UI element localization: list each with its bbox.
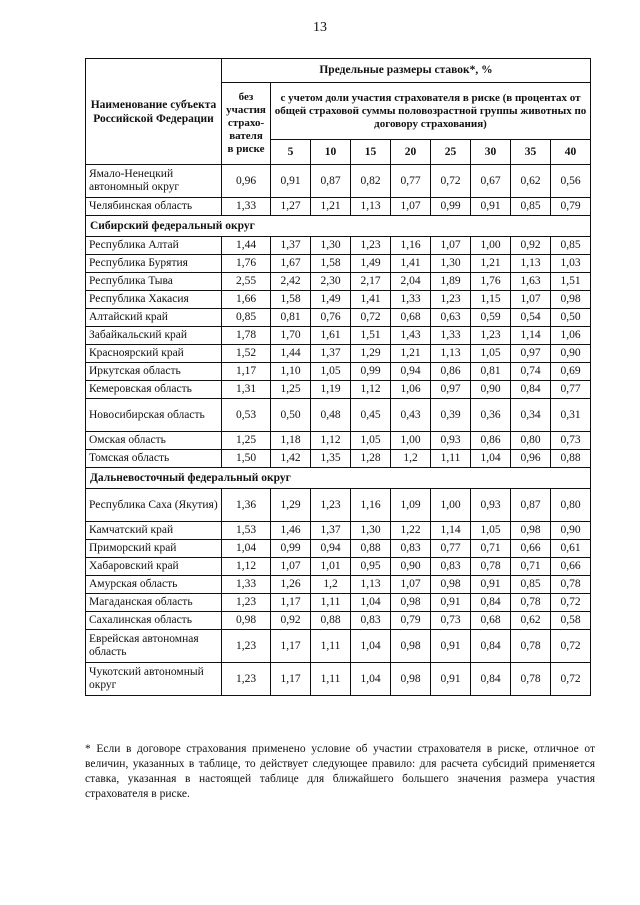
rate-with-participation: 0,91 — [471, 576, 511, 594]
region-name: Республика Хакасия — [86, 291, 222, 309]
rate-with-participation: 0,79 — [551, 198, 591, 216]
rate-with-participation: 0,67 — [471, 165, 511, 198]
rate-with-participation: 0,90 — [391, 558, 431, 576]
rate-with-participation: 1,04 — [351, 663, 391, 696]
rate-with-participation: 1,06 — [391, 381, 431, 399]
percent-header: 5 — [271, 140, 311, 165]
table-row — [86, 363, 591, 381]
percent-header: 35 — [511, 140, 551, 165]
table-row — [86, 489, 591, 522]
rate-with-participation: 1,46 — [271, 522, 311, 540]
rate-with-participation: 1,27 — [271, 198, 311, 216]
rate-with-participation: 1,29 — [271, 489, 311, 522]
region-name: Чукотский автономный округ — [86, 663, 222, 696]
rate-with-participation: 0,86 — [471, 432, 511, 450]
rate-with-participation: 1,22 — [391, 522, 431, 540]
rate-with-participation: 1,49 — [311, 291, 351, 309]
rate-no-participation: 1,36 — [222, 489, 271, 522]
rate-with-participation: 1,23 — [471, 327, 511, 345]
table-row — [86, 630, 591, 663]
rate-with-participation: 1,21 — [311, 198, 351, 216]
table-row — [86, 594, 591, 612]
rate-with-participation: 1,17 — [271, 594, 311, 612]
region-name: Республика Бурятия — [86, 255, 222, 273]
rate-with-participation: 0,69 — [551, 363, 591, 381]
rate-with-participation: 0,63 — [431, 309, 471, 327]
rate-with-participation: 1,19 — [311, 381, 351, 399]
rate-with-participation: 1,13 — [351, 576, 391, 594]
region-name: Амурская область — [86, 576, 222, 594]
rate-with-participation: 1,70 — [271, 327, 311, 345]
rate-with-participation: 0,71 — [471, 540, 511, 558]
rate-with-participation: 0,98 — [551, 291, 591, 309]
rate-with-participation: 1,00 — [431, 489, 471, 522]
rate-with-participation: 0,83 — [391, 540, 431, 558]
rate-with-participation: 1,14 — [511, 327, 551, 345]
rate-with-participation: 0,45 — [351, 399, 391, 432]
rate-with-participation: 1,11 — [311, 594, 351, 612]
rate-with-participation: 1,17 — [271, 663, 311, 696]
rate-with-participation: 0,72 — [351, 309, 391, 327]
region-name: Иркутская область — [86, 363, 222, 381]
table-row — [86, 237, 591, 255]
rate-with-participation: 1,09 — [391, 489, 431, 522]
rate-with-participation: 1,30 — [311, 237, 351, 255]
rate-with-participation: 0,73 — [431, 612, 471, 630]
rate-with-participation: 1,10 — [271, 363, 311, 381]
rate-with-participation: 0,84 — [471, 630, 511, 663]
rate-with-participation: 0,76 — [311, 309, 351, 327]
rate-with-participation: 0,68 — [391, 309, 431, 327]
header-with-participation: с учетом доли участия страхователя в риске (в процентах от общей страховой суммы половозрастной группы животных по договору страхования) — [271, 83, 591, 140]
region-name: Кемеровская область — [86, 381, 222, 399]
rate-with-participation: 0,74 — [511, 363, 551, 381]
rate-with-participation: 0,94 — [391, 363, 431, 381]
rate-with-participation: 0,94 — [311, 540, 351, 558]
rate-with-participation: 1,33 — [391, 291, 431, 309]
rate-no-participation: 1,04 — [222, 540, 271, 558]
rate-with-participation: 0,66 — [551, 558, 591, 576]
rate-with-participation: 0,54 — [511, 309, 551, 327]
region-name: Сахалинская область — [86, 612, 222, 630]
rate-with-participation: 0,77 — [391, 165, 431, 198]
table-row — [86, 291, 591, 309]
table-row — [86, 381, 591, 399]
rate-no-participation: 1,33 — [222, 198, 271, 216]
rate-with-participation: 0,87 — [511, 489, 551, 522]
rate-no-participation: 1,23 — [222, 663, 271, 696]
rate-with-participation: 1,21 — [471, 255, 511, 273]
rate-with-participation: 0,84 — [471, 594, 511, 612]
rate-with-participation: 0,79 — [391, 612, 431, 630]
rate-with-participation: 1,58 — [311, 255, 351, 273]
section-row — [86, 468, 591, 489]
rate-with-participation: 0,56 — [551, 165, 591, 198]
table-row — [86, 432, 591, 450]
region-name: Томская область — [86, 450, 222, 468]
section-title: Сибирский федеральный округ — [86, 216, 591, 237]
rate-with-participation: 0,50 — [551, 309, 591, 327]
rate-with-participation: 1,51 — [351, 327, 391, 345]
rate-no-participation: 1,25 — [222, 432, 271, 450]
region-name: Омская область — [86, 432, 222, 450]
rate-with-participation: 0,43 — [391, 399, 431, 432]
rate-with-participation: 1,04 — [471, 450, 511, 468]
rate-with-participation: 1,15 — [471, 291, 511, 309]
region-name: Республика Алтай — [86, 237, 222, 255]
percent-header: 30 — [471, 140, 511, 165]
region-name: Новосибирская область — [86, 399, 222, 432]
percent-header: 15 — [351, 140, 391, 165]
rate-with-participation: 1,21 — [391, 345, 431, 363]
rate-with-participation: 1,07 — [391, 198, 431, 216]
rate-with-participation: 0,61 — [551, 540, 591, 558]
rate-with-participation: 0,80 — [511, 432, 551, 450]
rate-with-participation: 1,58 — [271, 291, 311, 309]
rate-with-participation: 0,91 — [471, 198, 511, 216]
rate-with-participation: 1,63 — [511, 273, 551, 291]
rate-with-participation: 1,01 — [311, 558, 351, 576]
rate-with-participation: 0,97 — [511, 345, 551, 363]
rate-with-participation: 1,13 — [431, 345, 471, 363]
rate-no-participation: 0,53 — [222, 399, 271, 432]
rate-with-participation: 1,2 — [311, 576, 351, 594]
page-number: 13 — [313, 20, 327, 35]
rate-with-participation: 0,85 — [551, 237, 591, 255]
region-name: Ямало-Ненецкий автономный округ — [86, 165, 222, 198]
rate-with-participation: 0,93 — [431, 432, 471, 450]
rate-with-participation: 0,48 — [311, 399, 351, 432]
rate-with-participation: 0,99 — [431, 198, 471, 216]
rate-with-participation: 1,30 — [431, 255, 471, 273]
rate-with-participation: 1,44 — [271, 345, 311, 363]
rate-with-participation: 0,78 — [511, 663, 551, 696]
rate-with-participation: 0,71 — [511, 558, 551, 576]
rate-with-participation: 1,37 — [311, 345, 351, 363]
header-rate-limits: Предельные размеры ставок*, % — [222, 59, 591, 83]
rate-with-participation: 0,73 — [551, 432, 591, 450]
region-name: Республика Тыва — [86, 273, 222, 291]
rate-with-participation: 0,90 — [551, 522, 591, 540]
rate-with-participation: 1,37 — [311, 522, 351, 540]
rate-with-participation: 0,81 — [471, 363, 511, 381]
percent-header: 20 — [391, 140, 431, 165]
rate-with-participation: 1,67 — [271, 255, 311, 273]
rate-with-participation: 0,78 — [511, 630, 551, 663]
rate-with-participation: 0,98 — [391, 594, 431, 612]
rate-with-participation: 2,30 — [311, 273, 351, 291]
rate-no-participation: 1,33 — [222, 576, 271, 594]
rate-no-participation: 1,31 — [222, 381, 271, 399]
rate-with-participation: 0,78 — [471, 558, 511, 576]
table-row — [86, 327, 591, 345]
region-name: Магаданская область — [86, 594, 222, 612]
rate-with-participation: 1,35 — [311, 450, 351, 468]
rate-no-participation: 1,78 — [222, 327, 271, 345]
header-region-name: Наименование субъекта Российской Федерации — [86, 59, 222, 165]
rate-with-participation: 0,98 — [431, 576, 471, 594]
rate-with-participation: 0,86 — [431, 363, 471, 381]
rate-with-participation: 1,12 — [351, 381, 391, 399]
rate-with-participation: 1,2 — [391, 450, 431, 468]
rate-with-participation: 1,42 — [271, 450, 311, 468]
table-row — [86, 255, 591, 273]
percent-header: 10 — [311, 140, 351, 165]
rate-no-participation: 0,96 — [222, 165, 271, 198]
rate-with-participation: 0,72 — [431, 165, 471, 198]
rate-with-participation: 1,12 — [311, 432, 351, 450]
rate-with-participation: 0,36 — [471, 399, 511, 432]
rate-no-participation: 1,17 — [222, 363, 271, 381]
rate-with-participation: 2,04 — [391, 273, 431, 291]
rate-with-participation: 0,83 — [431, 558, 471, 576]
rate-with-participation: 0,84 — [511, 381, 551, 399]
rate-with-participation: 0,62 — [511, 612, 551, 630]
rate-with-participation: 1,16 — [351, 489, 391, 522]
rate-with-participation: 0,85 — [511, 198, 551, 216]
rate-with-participation: 0,82 — [351, 165, 391, 198]
rate-with-participation: 0,98 — [391, 663, 431, 696]
rate-with-participation: 1,26 — [271, 576, 311, 594]
rate-with-participation: 0,87 — [311, 165, 351, 198]
rate-with-participation: 0,88 — [351, 540, 391, 558]
rate-with-participation: 0,80 — [551, 489, 591, 522]
rate-with-participation: 1,89 — [431, 273, 471, 291]
rate-with-participation: 0,58 — [551, 612, 591, 630]
rate-with-participation: 1,11 — [431, 450, 471, 468]
rate-with-participation: 0,83 — [351, 612, 391, 630]
rate-with-participation: 1,25 — [271, 381, 311, 399]
rate-with-participation: 1,05 — [471, 522, 511, 540]
rate-with-participation: 0,39 — [431, 399, 471, 432]
rate-with-participation: 0,88 — [311, 612, 351, 630]
rate-with-participation: 1,04 — [351, 594, 391, 612]
rate-with-participation: 2,17 — [351, 273, 391, 291]
region-name: Камчатский край — [86, 522, 222, 540]
rate-with-participation: 1,13 — [351, 198, 391, 216]
rate-with-participation: 0,99 — [271, 540, 311, 558]
rate-with-participation: 0,93 — [471, 489, 511, 522]
table-row — [86, 198, 591, 216]
percent-header: 25 — [431, 140, 471, 165]
rate-with-participation: 1,51 — [551, 273, 591, 291]
rate-with-participation: 0,77 — [551, 381, 591, 399]
rate-with-participation: 1,00 — [391, 432, 431, 450]
rate-no-participation: 1,53 — [222, 522, 271, 540]
rate-with-participation: 1,06 — [551, 327, 591, 345]
rate-with-participation: 0,72 — [551, 594, 591, 612]
table-row — [86, 612, 591, 630]
rates-table — [85, 58, 591, 696]
footnote: * Если в договоре страхования применено условие об участии страхователя в риске, отличное от величин, указанных в таблице, то действует следующее правило: для расчета субсидий применяется ставка, указанная в настоящей таблице для ближайшего большего значения размера участия страхователя в риске. — [85, 743, 595, 800]
rate-with-participation: 1,41 — [351, 291, 391, 309]
rate-with-participation: 0,92 — [271, 612, 311, 630]
rate-with-participation: 1,28 — [351, 450, 391, 468]
table-row — [86, 165, 591, 198]
region-name: Республика Саха (Якутия) — [86, 489, 222, 522]
rate-with-participation: 1,18 — [271, 432, 311, 450]
rate-with-participation: 1,05 — [311, 363, 351, 381]
rate-with-participation: 1,07 — [271, 558, 311, 576]
rate-with-participation: 0,91 — [431, 663, 471, 696]
table-row — [86, 522, 591, 540]
rate-with-participation: 1,07 — [391, 576, 431, 594]
rate-with-participation: 0,97 — [431, 381, 471, 399]
rate-with-participation: 0,95 — [351, 558, 391, 576]
rate-with-participation: 0,59 — [471, 309, 511, 327]
table-row — [86, 576, 591, 594]
rate-with-participation: 0,72 — [551, 630, 591, 663]
rate-with-participation: 0,34 — [511, 399, 551, 432]
rate-with-participation: 1,13 — [511, 255, 551, 273]
rate-with-participation: 0,72 — [551, 663, 591, 696]
rate-with-participation: 1,03 — [551, 255, 591, 273]
rate-with-participation: 0,90 — [551, 345, 591, 363]
rate-with-participation: 1,05 — [471, 345, 511, 363]
rate-with-participation: 0,91 — [431, 630, 471, 663]
rate-with-participation: 1,30 — [351, 522, 391, 540]
rate-no-participation: 1,23 — [222, 594, 271, 612]
rate-with-participation: 1,05 — [351, 432, 391, 450]
rate-with-participation: 1,04 — [351, 630, 391, 663]
rate-with-participation: 1,16 — [391, 237, 431, 255]
rate-with-participation: 0,77 — [431, 540, 471, 558]
table-row — [86, 309, 591, 327]
rate-with-participation: 0,99 — [351, 363, 391, 381]
rate-with-participation: 1,23 — [431, 291, 471, 309]
rate-with-participation: 1,33 — [431, 327, 471, 345]
rate-with-participation: 0,96 — [511, 450, 551, 468]
table-row — [86, 450, 591, 468]
rate-no-participation: 1,50 — [222, 450, 271, 468]
rate-with-participation: 1,07 — [511, 291, 551, 309]
region-name: Алтайский край — [86, 309, 222, 327]
rate-with-participation: 1,07 — [431, 237, 471, 255]
rate-with-participation: 0,50 — [271, 399, 311, 432]
rate-no-participation: 1,12 — [222, 558, 271, 576]
rate-with-participation: 1,17 — [271, 630, 311, 663]
table-row — [86, 399, 591, 432]
section-row — [86, 216, 591, 237]
rate-with-participation: 1,49 — [351, 255, 391, 273]
rate-with-participation: 0,98 — [511, 522, 551, 540]
table-row — [86, 345, 591, 363]
rate-with-participation: 0,78 — [551, 576, 591, 594]
rate-with-participation: 1,37 — [271, 237, 311, 255]
region-name: Красноярский край — [86, 345, 222, 363]
table-row — [86, 540, 591, 558]
rate-no-participation: 1,44 — [222, 237, 271, 255]
rate-with-participation: 1,43 — [391, 327, 431, 345]
rate-with-participation: 0,85 — [511, 576, 551, 594]
rate-with-participation: 0,91 — [271, 165, 311, 198]
region-name: Челябинская область — [86, 198, 222, 216]
rate-no-participation: 2,55 — [222, 273, 271, 291]
rate-with-participation: 0,84 — [471, 663, 511, 696]
rate-no-participation: 1,23 — [222, 630, 271, 663]
region-name: Забайкальский край — [86, 327, 222, 345]
rate-with-participation: 0,98 — [391, 630, 431, 663]
rate-no-participation: 1,52 — [222, 345, 271, 363]
rate-with-participation: 1,76 — [471, 273, 511, 291]
region-name: Хабаровский край — [86, 558, 222, 576]
rate-with-participation: 1,11 — [311, 663, 351, 696]
rate-with-participation: 1,29 — [351, 345, 391, 363]
rate-with-participation: 0,90 — [471, 381, 511, 399]
rate-with-participation: 0,68 — [471, 612, 511, 630]
rate-with-participation: 2,42 — [271, 273, 311, 291]
rate-with-participation: 0,62 — [511, 165, 551, 198]
table-row — [86, 558, 591, 576]
rate-with-participation: 0,92 — [511, 237, 551, 255]
rate-no-participation: 1,76 — [222, 255, 271, 273]
rate-no-participation: 0,85 — [222, 309, 271, 327]
rate-with-participation: 1,23 — [311, 489, 351, 522]
rate-with-participation: 1,11 — [311, 630, 351, 663]
table-row — [86, 273, 591, 291]
rate-with-participation: 0,31 — [551, 399, 591, 432]
rate-no-participation: 1,66 — [222, 291, 271, 309]
rate-with-participation: 1,23 — [351, 237, 391, 255]
rate-with-participation: 0,91 — [431, 594, 471, 612]
rate-with-participation: 0,78 — [511, 594, 551, 612]
rate-with-participation: 0,88 — [551, 450, 591, 468]
rate-with-participation: 1,41 — [391, 255, 431, 273]
header-no-participation: без участия страхо-вателя в риске — [222, 83, 271, 165]
rate-with-participation: 1,00 — [471, 237, 511, 255]
section-title: Дальневосточный федеральный округ — [86, 468, 591, 489]
rate-with-participation: 1,61 — [311, 327, 351, 345]
rate-no-participation: 0,98 — [222, 612, 271, 630]
percent-header: 40 — [551, 140, 591, 165]
rate-with-participation: 1,14 — [431, 522, 471, 540]
table-row — [86, 663, 591, 696]
rate-with-participation: 0,66 — [511, 540, 551, 558]
region-name: Еврейская автономная область — [86, 630, 222, 663]
table-body — [86, 165, 591, 696]
region-name: Приморский край — [86, 540, 222, 558]
rate-with-participation: 0,81 — [271, 309, 311, 327]
